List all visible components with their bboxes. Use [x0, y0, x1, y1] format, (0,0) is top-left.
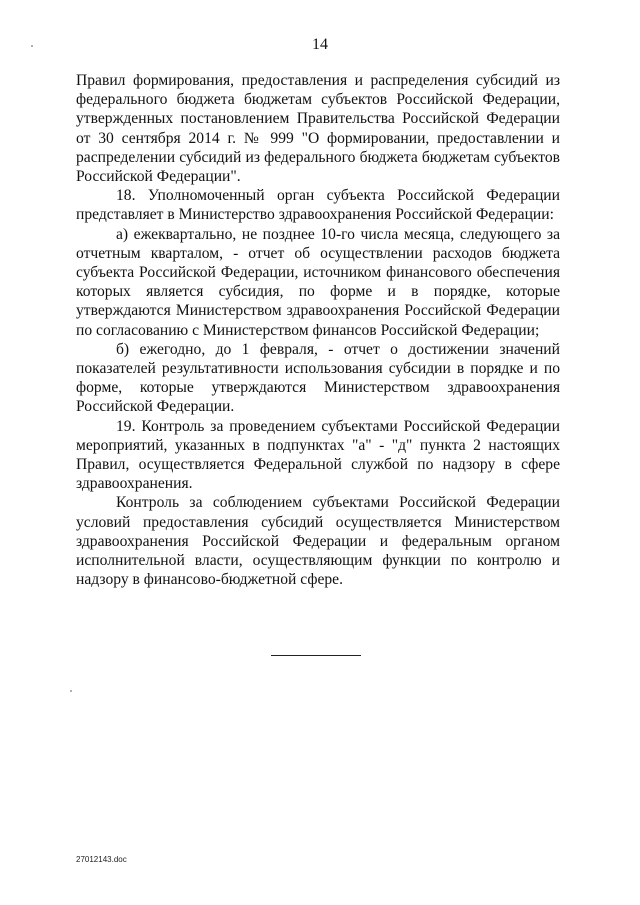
scan-artifact	[31, 45, 33, 47]
paragraph-item-18: 18. Уполномоченный орган субъекта Российской Федерации представляет в Министерство здравоохранения Российской Федерации:	[76, 187, 560, 224]
page-number: 14	[312, 36, 328, 53]
paragraph-item-18-a: а) ежеквартально, не позднее 10-го числа месяца, следующего за отчетным кварталом, - отчет об осуществлении расходов бюджета субъекта Российской Федерации, источником финансового обеспечения которых является субсидия, по форме и в порядке, которые утверждаются Министерством здравоохранения Российской Федерации по согласованию с Министерством финансов Российской Федерации;	[76, 225, 560, 339]
end-divider	[271, 655, 361, 656]
paragraph-continuation: Правил формирования, предоставления и распределения субсидий из федерального бюджета бюджетам субъектов Российской Федерации, утвержденных постановлением Правительства Российской Федерации от 30 сентября 2014 г. № 999 "О формировании, предоставлении и распределении субсидий из федерального бюджета бюджетам субъектов Российской Федерации".	[76, 72, 560, 186]
paragraph-item-19: 19. Контроль за проведением субъектами Российской Федерации мероприятий, указанных в подпунктах "а" - "д" пункта 2 настоящих Правил, осуществляется Федеральной службой по надзору в сфере здравоохранения.	[76, 417, 560, 493]
paragraph-control: Контроль за соблюдением субъектами Российской Федерации условий предоставления субсидий осуществляется Министерством здравоохранения Российской Федерации и федеральным органом исполнительной власти, осуществляющим функции по контролю и надзору в финансово-бюджетной сфере.	[76, 494, 560, 589]
file-code: 27012143.doc	[76, 855, 127, 864]
document-body	[76, 71, 560, 589]
paragraph-item-18-b: б) ежегодно, до 1 февраля, - отчет о достижении значений показателей результативности использования субсидии в порядке и по форме, которые утверждаются Министерством здравоохранения Российской Федерации.	[76, 340, 560, 416]
scan-artifact	[70, 690, 72, 692]
